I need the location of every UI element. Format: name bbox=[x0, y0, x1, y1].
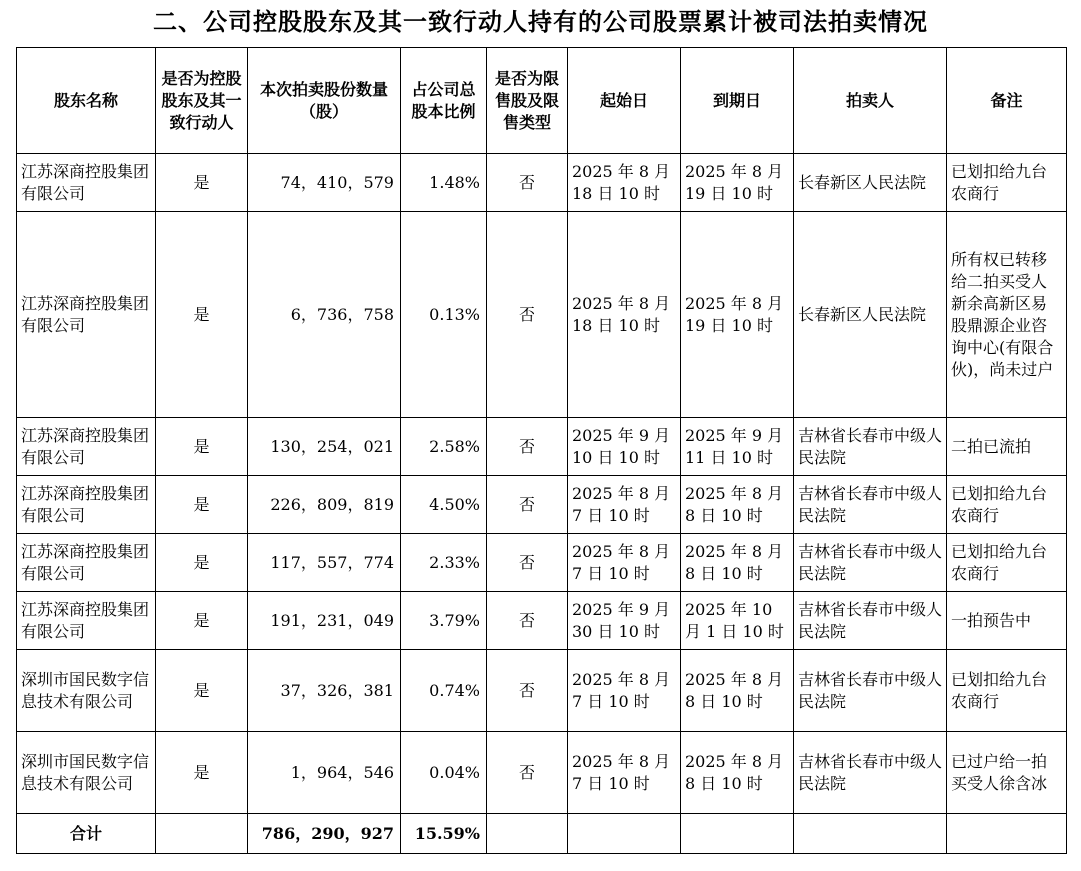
cell-remark: 一拍预告中 bbox=[947, 592, 1067, 650]
cell-shareholder-name: 江苏深商控股集团有限公司 bbox=[17, 476, 156, 534]
cell-auctioneer: 长春新区人民法院 bbox=[794, 154, 947, 212]
cell-shareholder-name: 深圳市国民数字信息技术有限公司 bbox=[17, 732, 156, 814]
cell-auctioneer: 吉林省长春市中级人民法院 bbox=[794, 476, 947, 534]
cell-shares: 1，964，546 bbox=[248, 732, 401, 814]
cell-end-date: 2025 年 8 月 8 日 10 时 bbox=[681, 732, 794, 814]
cell-shareholder-name: 江苏深商控股集团有限公司 bbox=[17, 534, 156, 592]
table-row bbox=[17, 476, 1067, 534]
cell-remark: 所有权已转移给二拍买受人新余高新区易股鼎源企业咨询中心(有限合伙)，尚未过户 bbox=[947, 212, 1067, 418]
cell-is-controlling: 是 bbox=[156, 154, 248, 212]
page-title: 二、公司控股股东及其一致行动人持有的公司股票累计被司法拍卖情况 bbox=[153, 8, 928, 36]
table-row bbox=[17, 732, 1067, 814]
cell-auctioneer: 吉林省长春市中级人民法院 bbox=[794, 418, 947, 476]
total-empty-cell bbox=[156, 814, 248, 854]
cell-start-date: 2025 年 8 月 18 日 10 时 bbox=[568, 212, 681, 418]
header-remark: 备注 bbox=[947, 48, 1067, 154]
header-auctioneer: 拍卖人 bbox=[794, 48, 947, 154]
cell-is-controlling: 是 bbox=[156, 418, 248, 476]
cell-ratio: 0.13% bbox=[401, 212, 487, 418]
header-end: 到期日 bbox=[681, 48, 794, 154]
cell-end-date: 2025 年 8 月 8 日 10 时 bbox=[681, 476, 794, 534]
cell-shares: 191，231，049 bbox=[248, 592, 401, 650]
cell-is-controlling: 是 bbox=[156, 212, 248, 418]
cell-remark: 已划扣给九台农商行 bbox=[947, 154, 1067, 212]
table-row bbox=[17, 650, 1067, 732]
cell-ratio: 4.50% bbox=[401, 476, 487, 534]
cell-shareholder-name: 江苏深商控股集团有限公司 bbox=[17, 154, 156, 212]
total-label: 合计 bbox=[17, 814, 156, 854]
cell-shares: 37，326，381 bbox=[248, 650, 401, 732]
total-ratio: 15.59% bbox=[401, 814, 487, 854]
cell-restricted: 否 bbox=[487, 534, 568, 592]
cell-shareholder-name: 江苏深商控股集团有限公司 bbox=[17, 418, 156, 476]
cell-shares: 130，254，021 bbox=[248, 418, 401, 476]
cell-remark: 二拍已流拍 bbox=[947, 418, 1067, 476]
cell-auctioneer: 吉林省长春市中级人民法院 bbox=[794, 650, 947, 732]
cell-start-date: 2025 年 9 月 10 日 10 时 bbox=[568, 418, 681, 476]
header-restricted: 是否为限售股及限售类型 bbox=[487, 48, 568, 154]
table-row bbox=[17, 154, 1067, 212]
total-shares: 786，290，927 bbox=[248, 814, 401, 854]
cell-start-date: 2025 年 8 月 7 日 10 时 bbox=[568, 732, 681, 814]
cell-is-controlling: 是 bbox=[156, 534, 248, 592]
cell-shareholder-name: 江苏深商控股集团有限公司 bbox=[17, 592, 156, 650]
cell-end-date: 2025 年 8 月 8 日 10 时 bbox=[681, 650, 794, 732]
cell-start-date: 2025 年 9 月 30 日 10 时 bbox=[568, 592, 681, 650]
cell-is-controlling: 是 bbox=[156, 476, 248, 534]
table-row bbox=[17, 212, 1067, 418]
cell-shares: 6，736，758 bbox=[248, 212, 401, 418]
table-row bbox=[17, 534, 1067, 592]
header-name: 股东名称 bbox=[17, 48, 156, 154]
total-empty-cell bbox=[487, 814, 568, 854]
table-row bbox=[17, 418, 1067, 476]
cell-restricted: 否 bbox=[487, 650, 568, 732]
cell-shares: 226，809，819 bbox=[248, 476, 401, 534]
cell-end-date: 2025 年 9 月 11 日 10 时 bbox=[681, 418, 794, 476]
cell-shareholder-name: 深圳市国民数字信息技术有限公司 bbox=[17, 650, 156, 732]
cell-auctioneer: 长春新区人民法院 bbox=[794, 212, 947, 418]
header-shares: 本次拍卖股份数量（股） bbox=[248, 48, 401, 154]
cell-start-date: 2025 年 8 月 7 日 10 时 bbox=[568, 650, 681, 732]
cell-ratio: 2.58% bbox=[401, 418, 487, 476]
cell-ratio: 1.48% bbox=[401, 154, 487, 212]
cell-end-date: 2025 年 8 月 19 日 10 时 bbox=[681, 212, 794, 418]
header-is-controlling: 是否为控股股东及其一致行动人 bbox=[156, 48, 248, 154]
total-empty-cell bbox=[794, 814, 947, 854]
header-start: 起始日 bbox=[568, 48, 681, 154]
total-empty-cell bbox=[568, 814, 681, 854]
header-ratio: 占公司总股本比例 bbox=[401, 48, 487, 154]
total-row bbox=[17, 814, 1067, 854]
cell-restricted: 否 bbox=[487, 154, 568, 212]
table-row bbox=[17, 592, 1067, 650]
cell-shares: 117，557，774 bbox=[248, 534, 401, 592]
total-empty-cell bbox=[947, 814, 1067, 854]
cell-remark: 已划扣给九台农商行 bbox=[947, 534, 1067, 592]
cell-start-date: 2025 年 8 月 7 日 10 时 bbox=[568, 476, 681, 534]
cell-restricted: 否 bbox=[487, 732, 568, 814]
cell-end-date: 2025 年 8 月 19 日 10 时 bbox=[681, 154, 794, 212]
cell-shareholder-name: 江苏深商控股集团有限公司 bbox=[17, 212, 156, 418]
cell-start-date: 2025 年 8 月 7 日 10 时 bbox=[568, 534, 681, 592]
cell-restricted: 否 bbox=[487, 418, 568, 476]
cell-end-date: 2025 年 10 月 1 日 10 时 bbox=[681, 592, 794, 650]
auction-table bbox=[16, 47, 1067, 854]
cell-restricted: 否 bbox=[487, 476, 568, 534]
cell-shares: 74，410，579 bbox=[248, 154, 401, 212]
cell-start-date: 2025 年 8 月 18 日 10 时 bbox=[568, 154, 681, 212]
cell-auctioneer: 吉林省长春市中级人民法院 bbox=[794, 732, 947, 814]
cell-remark: 已过户给一拍买受人徐含冰 bbox=[947, 732, 1067, 814]
cell-ratio: 2.33% bbox=[401, 534, 487, 592]
cell-ratio: 0.74% bbox=[401, 650, 487, 732]
cell-restricted: 否 bbox=[487, 212, 568, 418]
header-row bbox=[17, 48, 1067, 154]
cell-remark: 已划扣给九台农商行 bbox=[947, 650, 1067, 732]
cell-is-controlling: 是 bbox=[156, 650, 248, 732]
total-empty-cell bbox=[681, 814, 794, 854]
cell-auctioneer: 吉林省长春市中级人民法院 bbox=[794, 534, 947, 592]
cell-remark: 已划扣给九台农商行 bbox=[947, 476, 1067, 534]
cell-is-controlling: 是 bbox=[156, 592, 248, 650]
cell-is-controlling: 是 bbox=[156, 732, 248, 814]
cell-restricted: 否 bbox=[487, 592, 568, 650]
cell-ratio: 0.04% bbox=[401, 732, 487, 814]
cell-ratio: 3.79% bbox=[401, 592, 487, 650]
cell-auctioneer: 吉林省长春市中级人民法院 bbox=[794, 592, 947, 650]
cell-end-date: 2025 年 8 月 8 日 10 时 bbox=[681, 534, 794, 592]
